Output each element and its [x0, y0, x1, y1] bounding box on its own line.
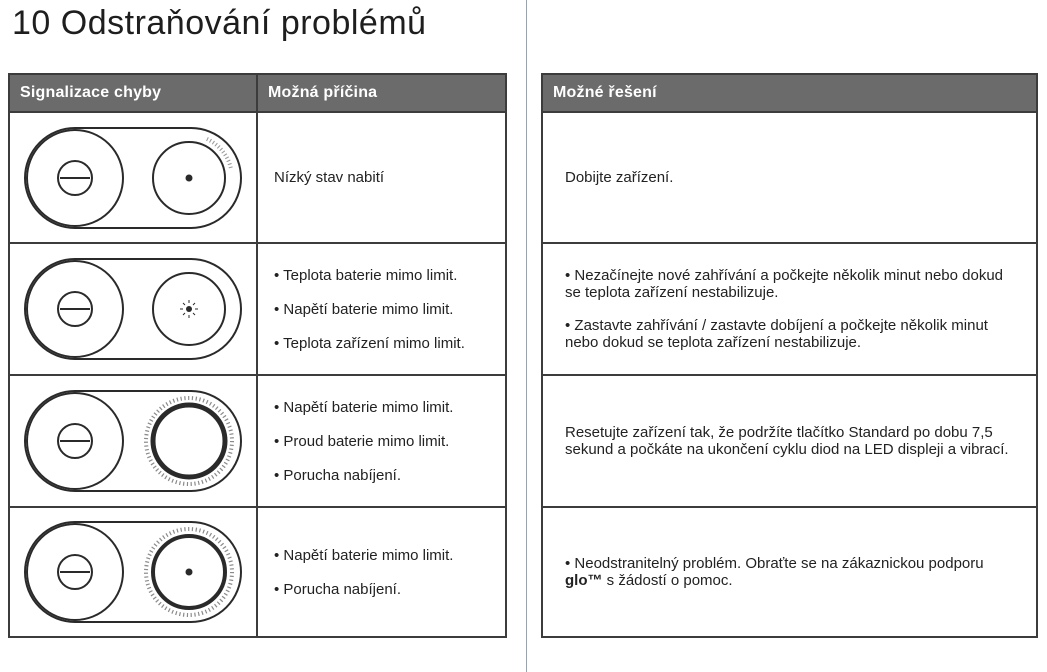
solution-cell [542, 375, 1037, 507]
solution-text-part: • Neodstranitelný problém. Obraťte se na zákaznickou podporu [565, 555, 984, 572]
solution-cell [542, 243, 1037, 375]
cause-list [274, 547, 495, 598]
solution-cell [542, 507, 1037, 637]
brand-name: glo™ [565, 572, 603, 589]
cause-list [274, 267, 495, 352]
signal-cause-table [8, 73, 507, 638]
solution-text [565, 555, 1022, 589]
table-row [542, 375, 1037, 507]
page-title: 10 Odstraňování problémů [12, 4, 427, 42]
cause-cell [257, 375, 506, 507]
header-solution: Možné řešení [542, 74, 1037, 112]
cause-item: • Porucha nabíjení. [274, 580, 402, 598]
table-row [542, 243, 1037, 375]
cause-item: • Teplota zařízení mimo limit. [274, 334, 465, 352]
solution-text: Dobijte zařízení. [565, 169, 674, 186]
solution-table [541, 73, 1038, 638]
device-full-ring-illustration [23, 385, 243, 497]
device-low-battery-illustration [23, 122, 243, 234]
signal-cell [9, 243, 257, 375]
device-blinking-dot-illustration [23, 253, 243, 365]
table-row [9, 507, 506, 637]
cause-item: Nízký stav nabití [274, 169, 385, 186]
cause-item: • Porucha nabíjení. [274, 466, 402, 484]
signal-cell [9, 507, 257, 637]
cause-list [274, 169, 495, 186]
header-signal: Signalizace chyby [9, 74, 257, 112]
solution-text-part: s žádostí o pomoc. [602, 572, 733, 589]
cause-list [274, 399, 495, 484]
solution-cell [542, 112, 1037, 243]
cause-item: • Napětí baterie mimo limit. [274, 300, 454, 318]
table-row [542, 507, 1037, 637]
cause-cell [257, 507, 506, 637]
page-divider [526, 0, 527, 672]
cause-cell [257, 112, 506, 243]
cause-item: • Napětí baterie mimo limit. [274, 398, 454, 416]
cause-item: • Teplota baterie mimo limit. [274, 266, 458, 284]
signal-cell [9, 375, 257, 507]
cause-item: • Napětí baterie mimo limit. [274, 546, 454, 564]
solution-text: • Nezačínejte nové zahřívání a počkejte několik minut nebo dokud se teplota zařízení nestabilizuje. [565, 267, 1004, 301]
solution-text: Resetujte zařízení tak, že podržíte tlačítko Standard po dobu 7,5 sekund a počkáte na ukončení cyklu diod na LED displeji a vibrací. [565, 424, 1009, 458]
table-row [542, 112, 1037, 243]
cause-item: • Proud baterie mimo limit. [274, 432, 450, 450]
table-row [9, 112, 506, 243]
table-row [9, 243, 506, 375]
header-cause: Možná příčina [257, 74, 506, 112]
signal-cell [9, 112, 257, 243]
solution-text: • Zastavte zahřívání / zastavte dobíjení a počkejte několik minut nebo dokud se teplota zařízení nestabilizuje. [565, 317, 988, 351]
cause-cell [257, 243, 506, 375]
table-row [9, 375, 506, 507]
device-ring-with-dot-illustration [23, 516, 243, 628]
